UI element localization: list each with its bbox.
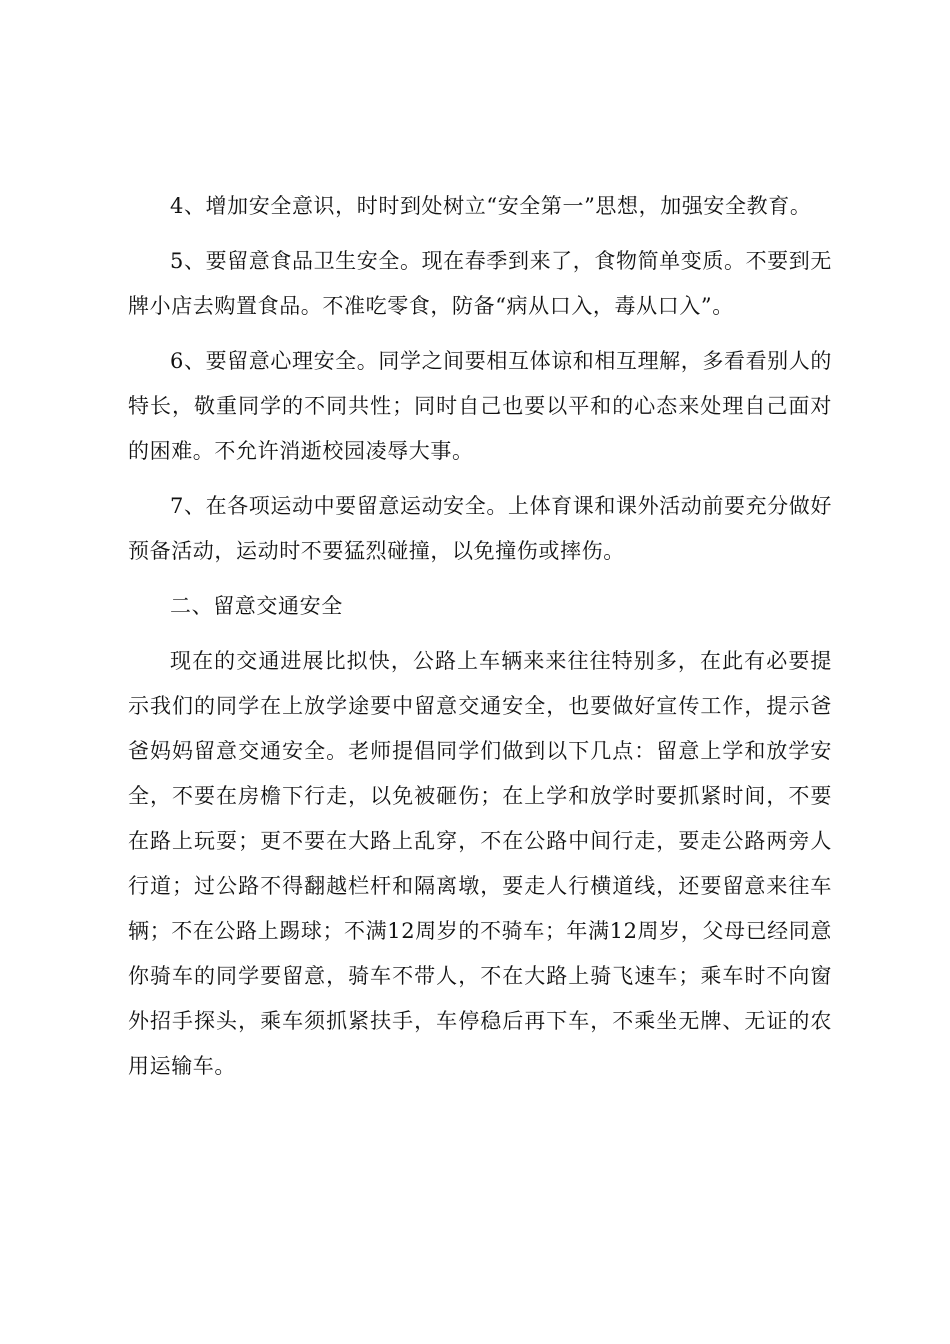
section-paragraph: 现在的交通进展比拟快，公路上车辆来来往往特别多，在此有必要提示我们的同学在上放学途要中留意交通安全，也要做好宣传工作，提示爸爸妈妈留意交通安全。老师提倡同学们做到以下几点：留意上学和放学安全，不要在房檐下行走，以免被砸伤；在上学和放学时要抓紧时间，不要在路上玩耍；更不要在大路上乱穿，不在公路中间行走，要走公路两旁人行道；过公路不得翻越栏杆和隔离墩，要走人行横道线，还要留意来往车辆；不在公路上踢球；不满12周岁的不骑车；年满12周岁，父母已经同意你骑车的同学要留意，骑车不带人，不在大路上骑飞速车；乘车时不向窗外招手探头，乘车须抓紧扶手，车停稳后再下车，不乘坐无牌、无证的农用运输车。	[128, 649, 832, 1078]
paragraph-item-5: 5、要留意食品卫生安全。现在春季到来了，食物简单变质。不要到无牌小店去购置食品。不准吃零食，防备“病从口入，毒从口入”。	[128, 249, 832, 318]
document-body	[128, 184, 832, 1099]
paragraph-item-6: 6、要留意心理安全。同学之间要相互体谅和相互理解，多看看别人的特长，敬重同学的不同共性；同时自己也要以平和的心态来处理自己面对的困难。不允许消逝校园凌辱大事。	[128, 349, 832, 463]
section-heading: 二、留意交通安全	[170, 594, 343, 618]
paragraph-item-7: 7、在各项运动中要留意运动安全。上体育课和课外活动前要充分做好预备活动，运动时不要猛烈碰撞，以免撞伤或摔伤。	[128, 494, 832, 563]
paragraph-item-4: 4、增加安全意识，时时到处树立“安全第一”思想，加强安全教育。	[170, 194, 812, 218]
